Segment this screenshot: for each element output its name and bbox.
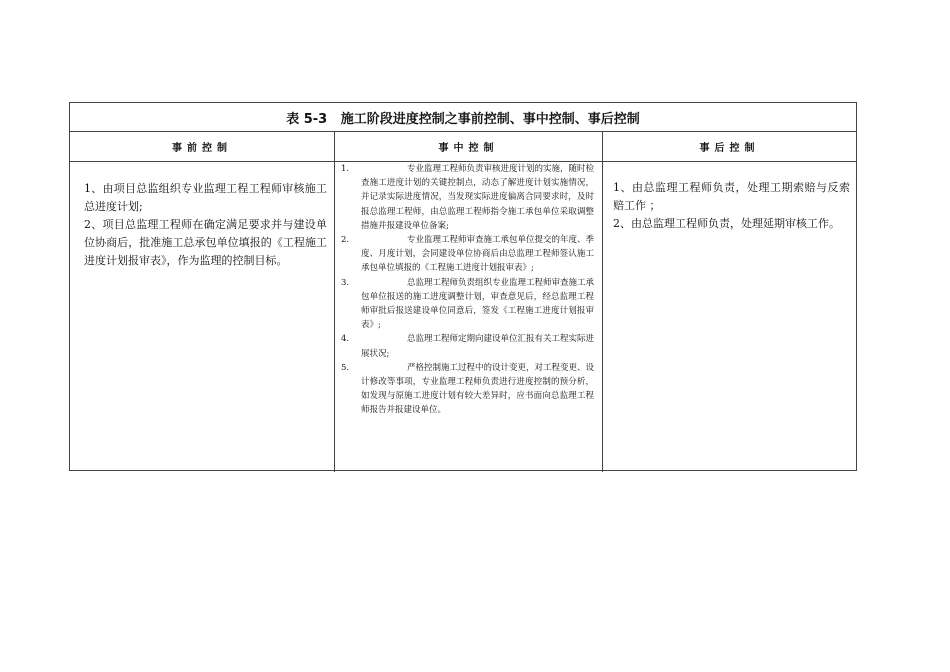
list-item: [341, 361, 594, 418]
table-header-row: [70, 132, 856, 162]
list-item: [341, 162, 594, 233]
header-after-control: 事后控制: [699, 143, 760, 154]
list-item: [341, 276, 594, 333]
item-text: 专业监理工程师审查施工承包单位提交的年度、季度、月度计划，会同建设单位协商后由总监理工程师签认施工承包单位填报的《工程施工进度计划报审表》;: [361, 235, 595, 274]
after-control-cell: [603, 162, 856, 472]
table-title: 表 5-3 施工阶段进度控制之事前控制、事中控制、事后控制: [70, 103, 856, 132]
list-item: 1、由项目总监组织专业监理工程工程师审核施工总进度计划;: [84, 182, 327, 213]
list-item: 2、由总监理工程师负责，处理延期审核工作。: [613, 217, 840, 230]
item-number: 4.: [341, 334, 350, 345]
item-number: 1.: [341, 164, 350, 174]
item-text: 严格控制施工过程中的设计变更，对工程变更、设计修改等事项，专业监理工程师负责进行进度控制的预分析，如发现与原施工进度计划有较大差异时，应书面向总监理工程师报告并报建设单位。: [361, 362, 595, 416]
table-body-row: [70, 162, 856, 472]
progress-control-table: [69, 102, 857, 471]
list-item: [341, 332, 594, 360]
list-item: 1、由总监理工程师负责，处理工期索赔与反索赔工作 ；: [613, 181, 850, 212]
before-control-cell: [70, 162, 335, 472]
item-text: 总监理工程师负责组织专业监理工程师审查施工承包单位报送的施工进度调整计划，审查意见后，经总监理工程师审批后报送建设单位同意后，签发《工程施工进度计划报审表》;: [361, 277, 595, 331]
during-control-cell: [335, 162, 603, 472]
before-control-list: [70, 162, 334, 270]
item-number: 3.: [341, 277, 350, 288]
header-during-control: 事中控制: [335, 132, 603, 161]
list-item: 2、项目总监理工程师在确定满足要求并与建设单位协商后，批准施工总承包单位填报的《工程施工进度计划报审表》，作为监理的控制目标。: [84, 218, 327, 267]
item-number: 2.: [341, 235, 350, 246]
during-control-list: [335, 162, 602, 418]
list-item: [341, 233, 594, 276]
header-before-control: 事前控制: [70, 132, 335, 161]
item-number: 5.: [341, 362, 350, 373]
item-text: 专业监理工程师负责审核进度计划的实施，随时检查施工进度计划的关键控制点，动态了解进度计划实施情况，并记录实际进度情况，当发现实际进度偏离合同要求时，及时报总监理工程师，由总监理工程师指令施工承包单位采取调整措施并报建设单位备案;: [361, 164, 595, 231]
after-control-list: [603, 162, 856, 233]
item-text: 总监理工程师定期向建设单位汇报有关工程实际进展状况;: [361, 334, 595, 359]
